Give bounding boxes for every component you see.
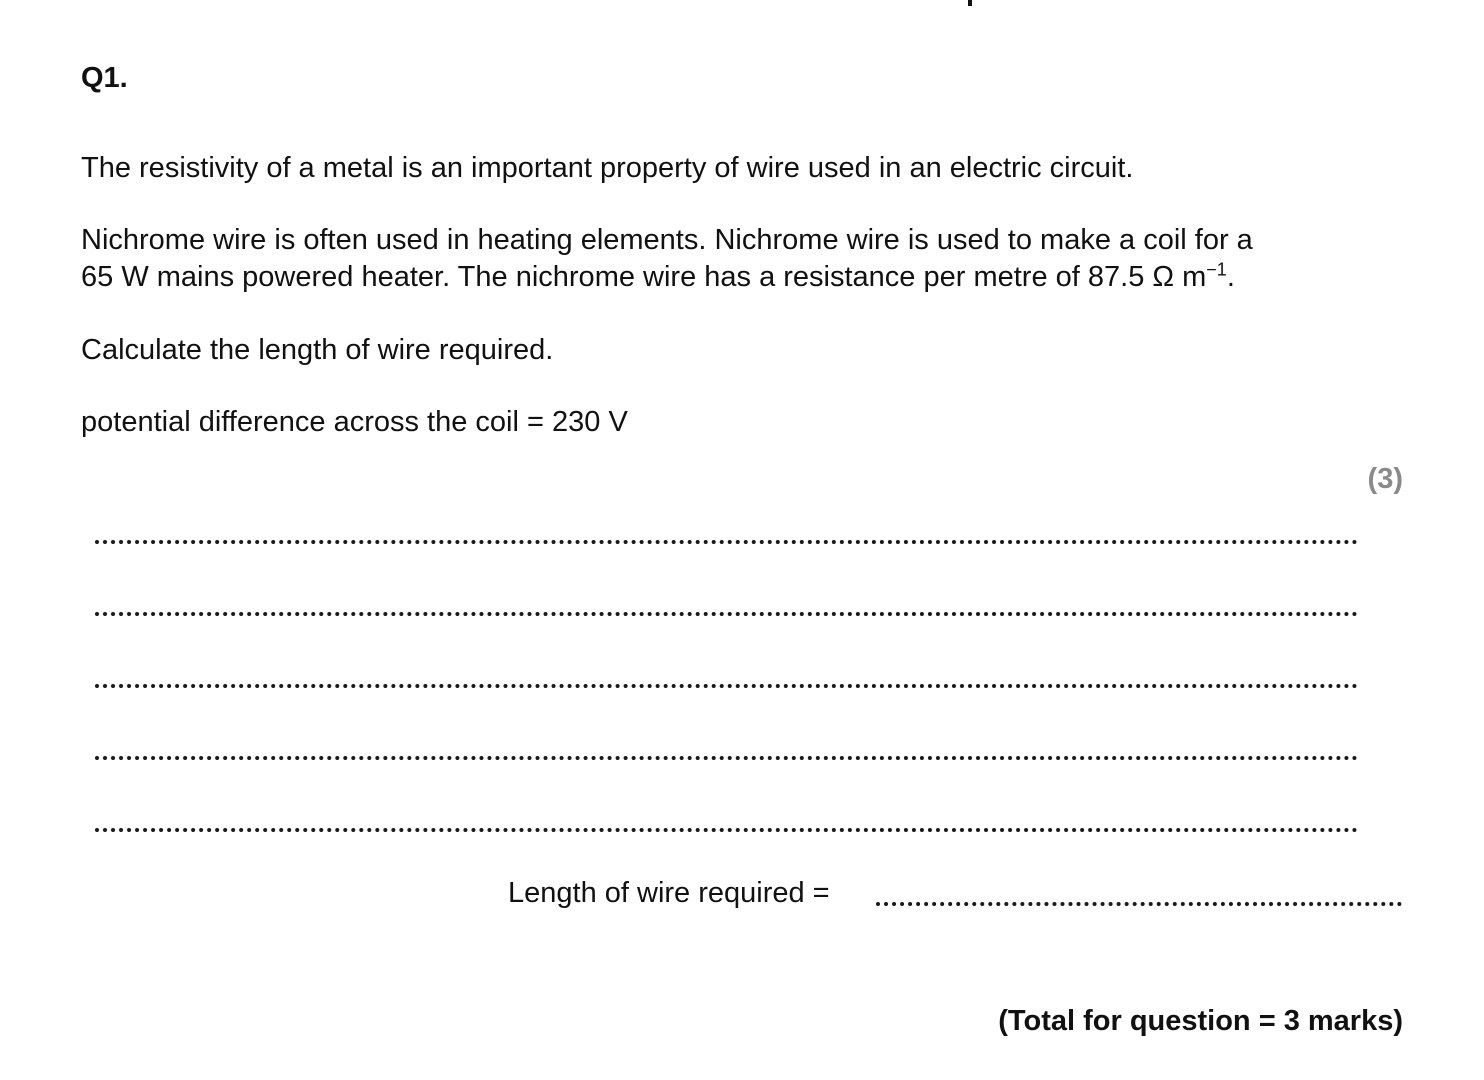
- marks-available: (3): [1367, 463, 1403, 495]
- context-paragraph-line-1: Nichrome wire is often used in heating elements. Nichrome wire is used to make a coil for a: [81, 224, 1253, 256]
- total-marks: (Total for question = 3 marks): [998, 1005, 1403, 1037]
- intro-paragraph: The resistivity of a metal is an important property of wire used in an electric circuit.: [81, 152, 1134, 184]
- sentence-end: .: [1226, 261, 1235, 293]
- working-line-2[interactable]: [95, 612, 1358, 616]
- working-line-3[interactable]: [95, 684, 1358, 688]
- unit-superscript: −1: [1206, 259, 1227, 280]
- context-paragraph-line-2: [81, 259, 1411, 296]
- given-value: potential difference across the coil = 230 V: [81, 406, 628, 438]
- instruction-text: Calculate the length of wire required.: [81, 334, 554, 366]
- working-line-5[interactable]: [95, 828, 1358, 832]
- working-line-4[interactable]: [95, 756, 1358, 760]
- answer-line[interactable]: [876, 902, 1402, 906]
- context-text: 65 W mains powered heater. The nichrome wire has a resistance per metre of 87.5 Ω m: [81, 261, 1207, 293]
- page-edge-mark: [968, 0, 972, 6]
- question-number: Q1.: [81, 62, 128, 94]
- working-line-1[interactable]: [95, 540, 1358, 544]
- answer-label: Length of wire required =: [508, 877, 830, 909]
